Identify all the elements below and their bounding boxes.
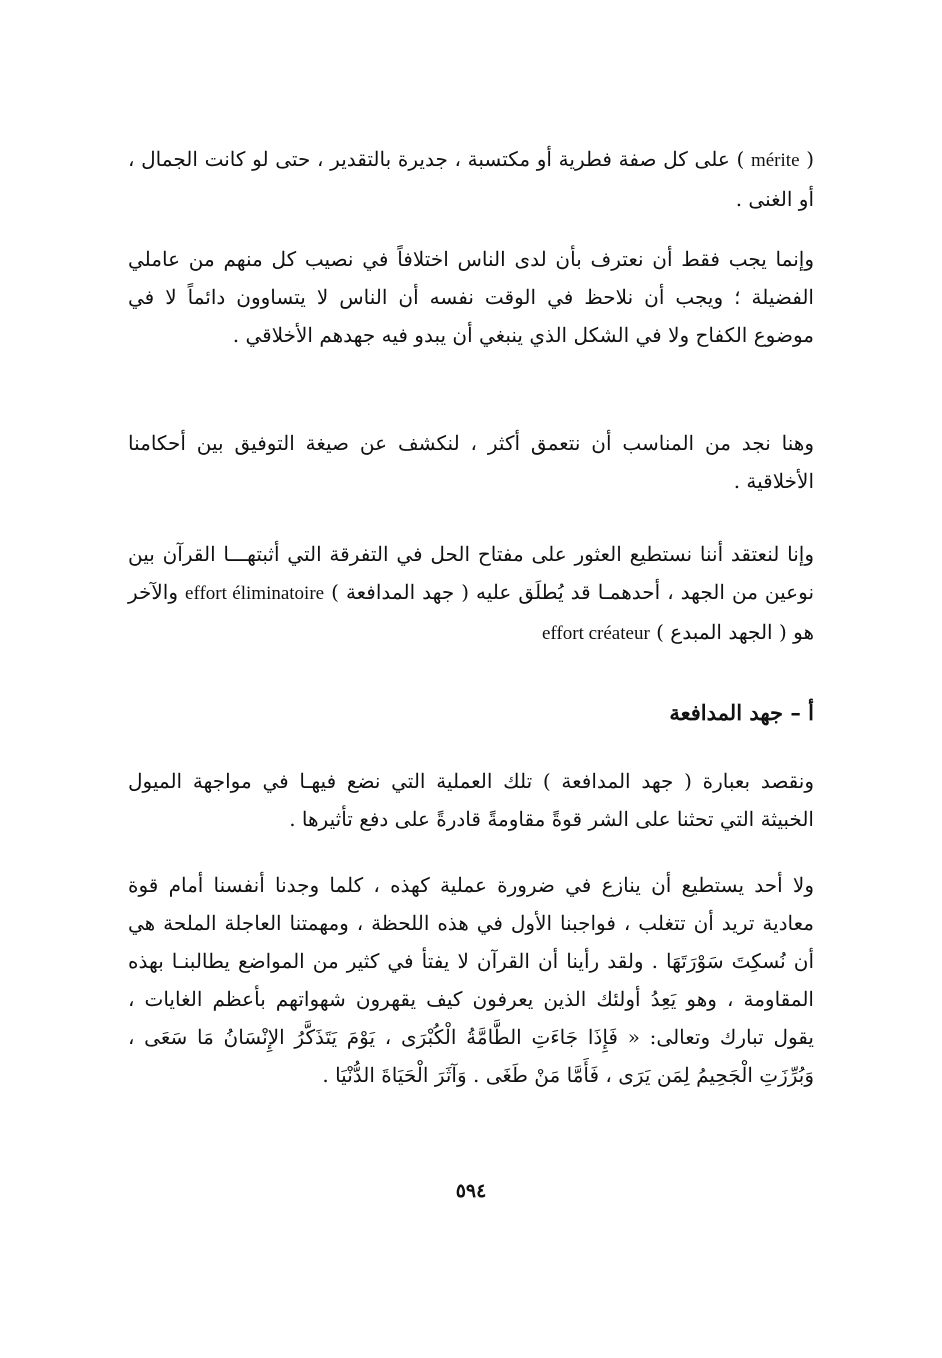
paragraph-6: ولا أحد يستطيع أن ينازع في ضرورة عملية كهذه ، كلما وجدنا أنفسنا أمام قوة معادية تريد أن تتغلب ، فواجبنا الأول في هذه اللحظة ، ومهمتنا العاجلة الملحة هي أن نُسكِتَ سَوْرَتَهَا . ولقد رأينا أن القرآن لا يفتأ في كثير من المواضع يطالبنـا بهذه المقاومة ، وهو يَعِدُ أولئك الذين يعرفون كيف يقهرون شهواتهم بأعظم الغايات ، يقول تبارك وتعالى: « فَإِذَا جَاءَتِ الطَّامَّةُ الْكُبْرَى ، يَوْمَ يَتَذَكَّرُ الإِنْسَانُ مَا سَعَى ، وَبُرِّزَتِ الْجَحِيمُ لِمَن يَرَى ، فَأَمَّا مَنْ طَغَى . وَآثَرَ الْحَيَاةَ الدُّنْيَا . <box>128 873 815 1087</box>
paragraph-1 <box>128 140 814 218</box>
paragraph-2: وإنما يجب فقط أن نعترف بأن لدى الناس اختلافاً في نصيب كل منهم من عاملي الفضيلة ؛ ويجب أن نلاحظ في الوقت نفسه أن الناس لا يتساوون دائماً لا في موضوع الكفاح ولا في الشكل الذي ينبغي أن يبدو فيه جهدهم الأخلاقي . <box>128 247 814 347</box>
p4-french-term-1: effort éliminatoire <box>185 583 325 604</box>
paragraph-4 <box>128 535 814 653</box>
paragraph-3: وهنا نجد من المناسب أن نتعمق أكثر ، لنكشف عن صيغة التوفيق بين أحكامنا الأخلاقية . <box>128 431 814 493</box>
p4-text-2: والآخر هو ( الجهد المبدع ) <box>128 580 814 644</box>
paragraph-5: ونقصد بعبارة ( جهد المدافعة ) تلك العملية التي نضع فيهـا في مواجهة الميول الخبيثة التي تحثنا على الشر قوةً مقاومةً قادرةً على دفع تأثيرها . <box>128 769 814 831</box>
p4-text: وإنا لنعتقد أننا نستطيع العثور على مفتاح الحل في التفرقة التي أثبتهـــا القرآن بين نوعين من الجهد ، أحدهمـا قد يُطلَق عليه ( جهد المدافعة ) <box>128 542 815 604</box>
page-number: ٥٩٤ <box>455 1180 487 1202</box>
section-heading: أ – جهد المدافعة <box>669 700 814 725</box>
p4-french-term-2: effort créateur <box>542 623 650 644</box>
p1-open-paren: ( <box>806 147 815 171</box>
p1-text: ) على كل صفة فطرية أو مكتسبة ، جديرة بالتقدير ، حتى لو كانت الجمال ، أو الغنى . <box>128 147 814 211</box>
p1-french-term: mérite <box>750 150 800 171</box>
